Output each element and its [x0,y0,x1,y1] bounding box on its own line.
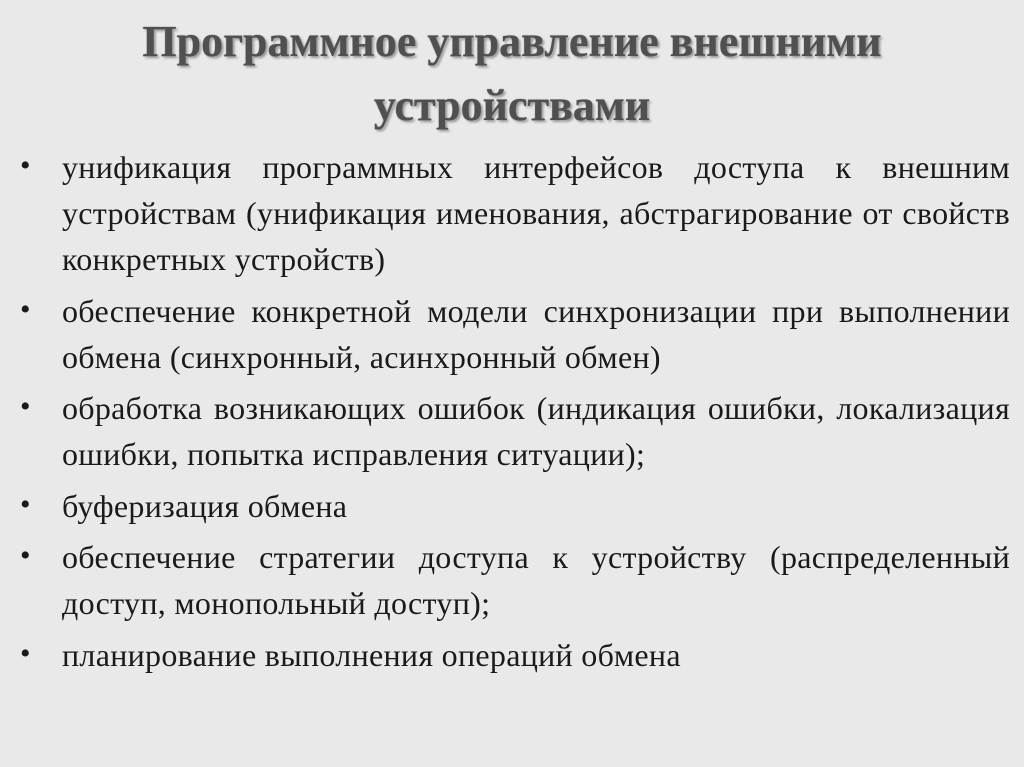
bullet-icon: • [20,636,31,670]
bullet-item [16,288,1010,380]
bullet-item [16,483,1010,529]
bullet-list [16,144,1010,683]
bullet-icon: • [20,292,31,326]
bullet-icon: • [20,149,31,182]
bullet-icon: • [20,390,31,423]
bullet-icon: • [20,539,31,572]
bullet-text: обработка возникающих ошибок (индикация ошибки, локализация ошибки, попытка исправления ситуации); [62,390,1010,472]
bullet-item [16,632,1010,678]
bullet-item [16,144,1010,282]
bullet-text: обеспечение стратегии доступа к устройству (распределенный доступ, монопольный доступ); [62,539,1010,621]
bullet-text: унификация программных интерфейсов доступа к внешним устройствам (унификация именования, абстрагирование от свойств конкретных устройств) [62,149,1010,277]
bullet-text: обеспечение конкретной модели синхронизации при выполнении обмена (синхронный, асинхронный обмен) [62,292,1010,375]
bullet-item [16,385,1010,477]
slide-title: Программное управление внешними устройствами [142,17,882,130]
bullet-text: планирование выполнения операций обмена [62,636,681,673]
bullet-text: буферизация обмена [62,487,348,524]
bullet-item [16,534,1010,626]
bullet-icon: • [20,487,31,521]
